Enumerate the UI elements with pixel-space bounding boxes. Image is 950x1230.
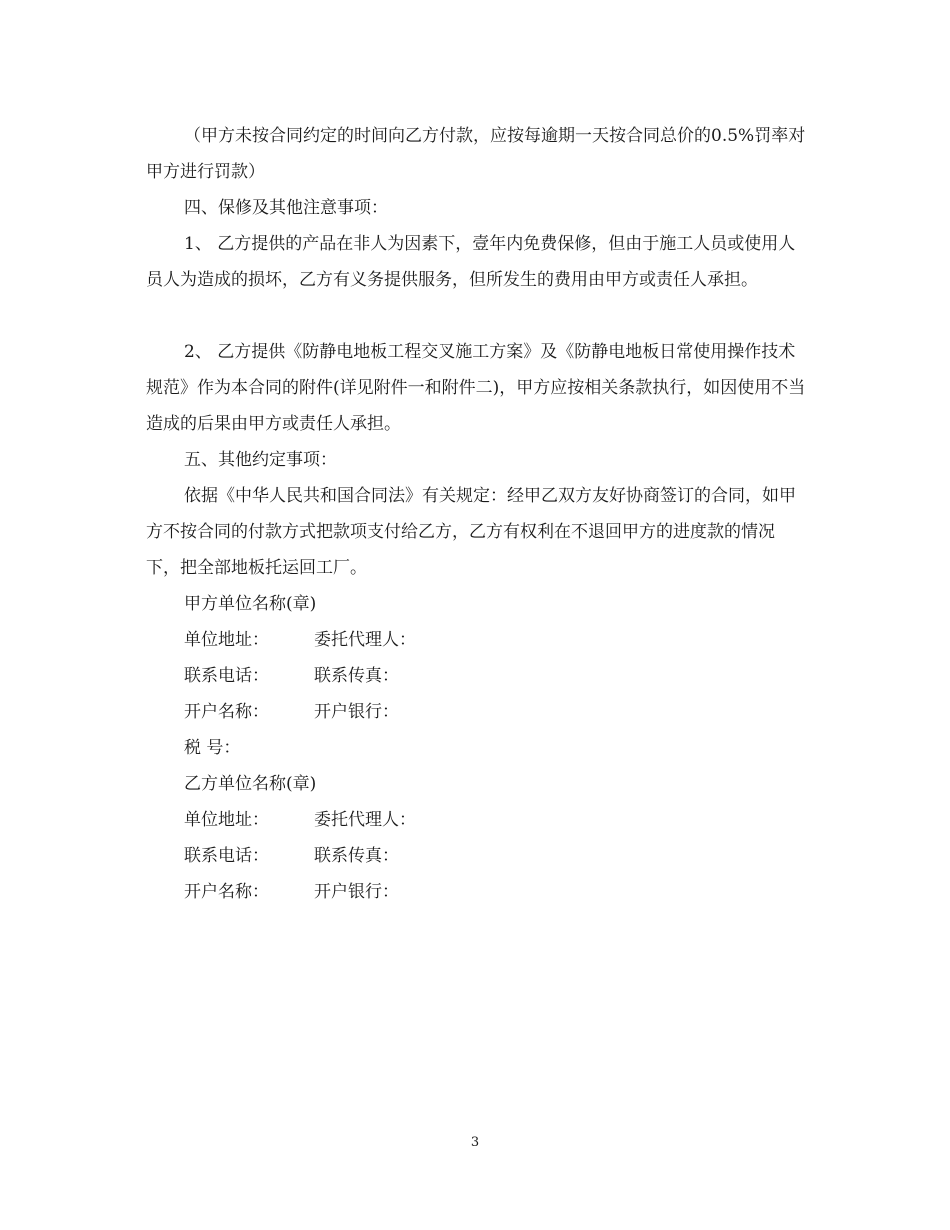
party-b-phone-label: 联系电话：	[184, 846, 269, 866]
paragraph-warranty-clause-2: 2、 乙方提供《防静电地板工程交叉施工方案》及《防静电地板日常使用操作技术规范》作为本合同的附件(详见附件一和附件二)，甲方应按相关条款执行，如因使用不当造成的后果由甲方或责任人承担。	[146, 342, 806, 434]
party-a-phone-label: 联系电话：	[184, 666, 269, 686]
paragraph-contract-law: 依据《中华人民共和国合同法》有关规定：经甲乙双方友好协商签订的合同，如甲方不按合同的付款方式把款项支付给乙方，乙方有权利在不退回甲方的进度款的情况下，把全部地板托运回工厂。	[146, 486, 796, 578]
party-b-bank-label: 开户银行：	[314, 882, 399, 902]
section-heading-other: 五、其他约定事项：	[184, 450, 337, 470]
page-number: 3	[470, 1135, 480, 1150]
party-a-account-name-label: 开户名称：	[184, 702, 269, 722]
party-b-agent-label: 委托代理人：	[314, 810, 416, 830]
party-a-agent-label: 委托代理人：	[314, 630, 416, 650]
party-a-title: 甲方单位名称(章)	[184, 594, 317, 614]
paragraph-late-payment-penalty: （甲方未按合同约定的时间向乙方付款，应按每逾期一天按合同总价的0.5%罚率对甲方进行罚款）	[146, 126, 806, 182]
party-a-address-label: 单位地址：	[184, 630, 269, 650]
party-b-title: 乙方单位名称(章)	[184, 774, 317, 794]
party-a-tax-label: 税 号：	[184, 738, 241, 758]
section-heading-warranty: 四、保修及其他注意事项：	[184, 198, 388, 218]
party-a-fax-label: 联系传真：	[314, 666, 399, 686]
party-b-address-label: 单位地址：	[184, 810, 269, 830]
party-a-bank-label: 开户银行：	[314, 702, 399, 722]
party-b-account-name-label: 开户名称：	[184, 882, 269, 902]
paragraph-warranty-clause-1: 1、 乙方提供的产品在非人为因素下，壹年内免费保修，但由于施工人员或使用人员人为造成的损坏，乙方有义务提供服务，但所发生的费用由甲方或责任人承担。	[146, 234, 796, 290]
party-b-fax-label: 联系传真：	[314, 846, 399, 866]
